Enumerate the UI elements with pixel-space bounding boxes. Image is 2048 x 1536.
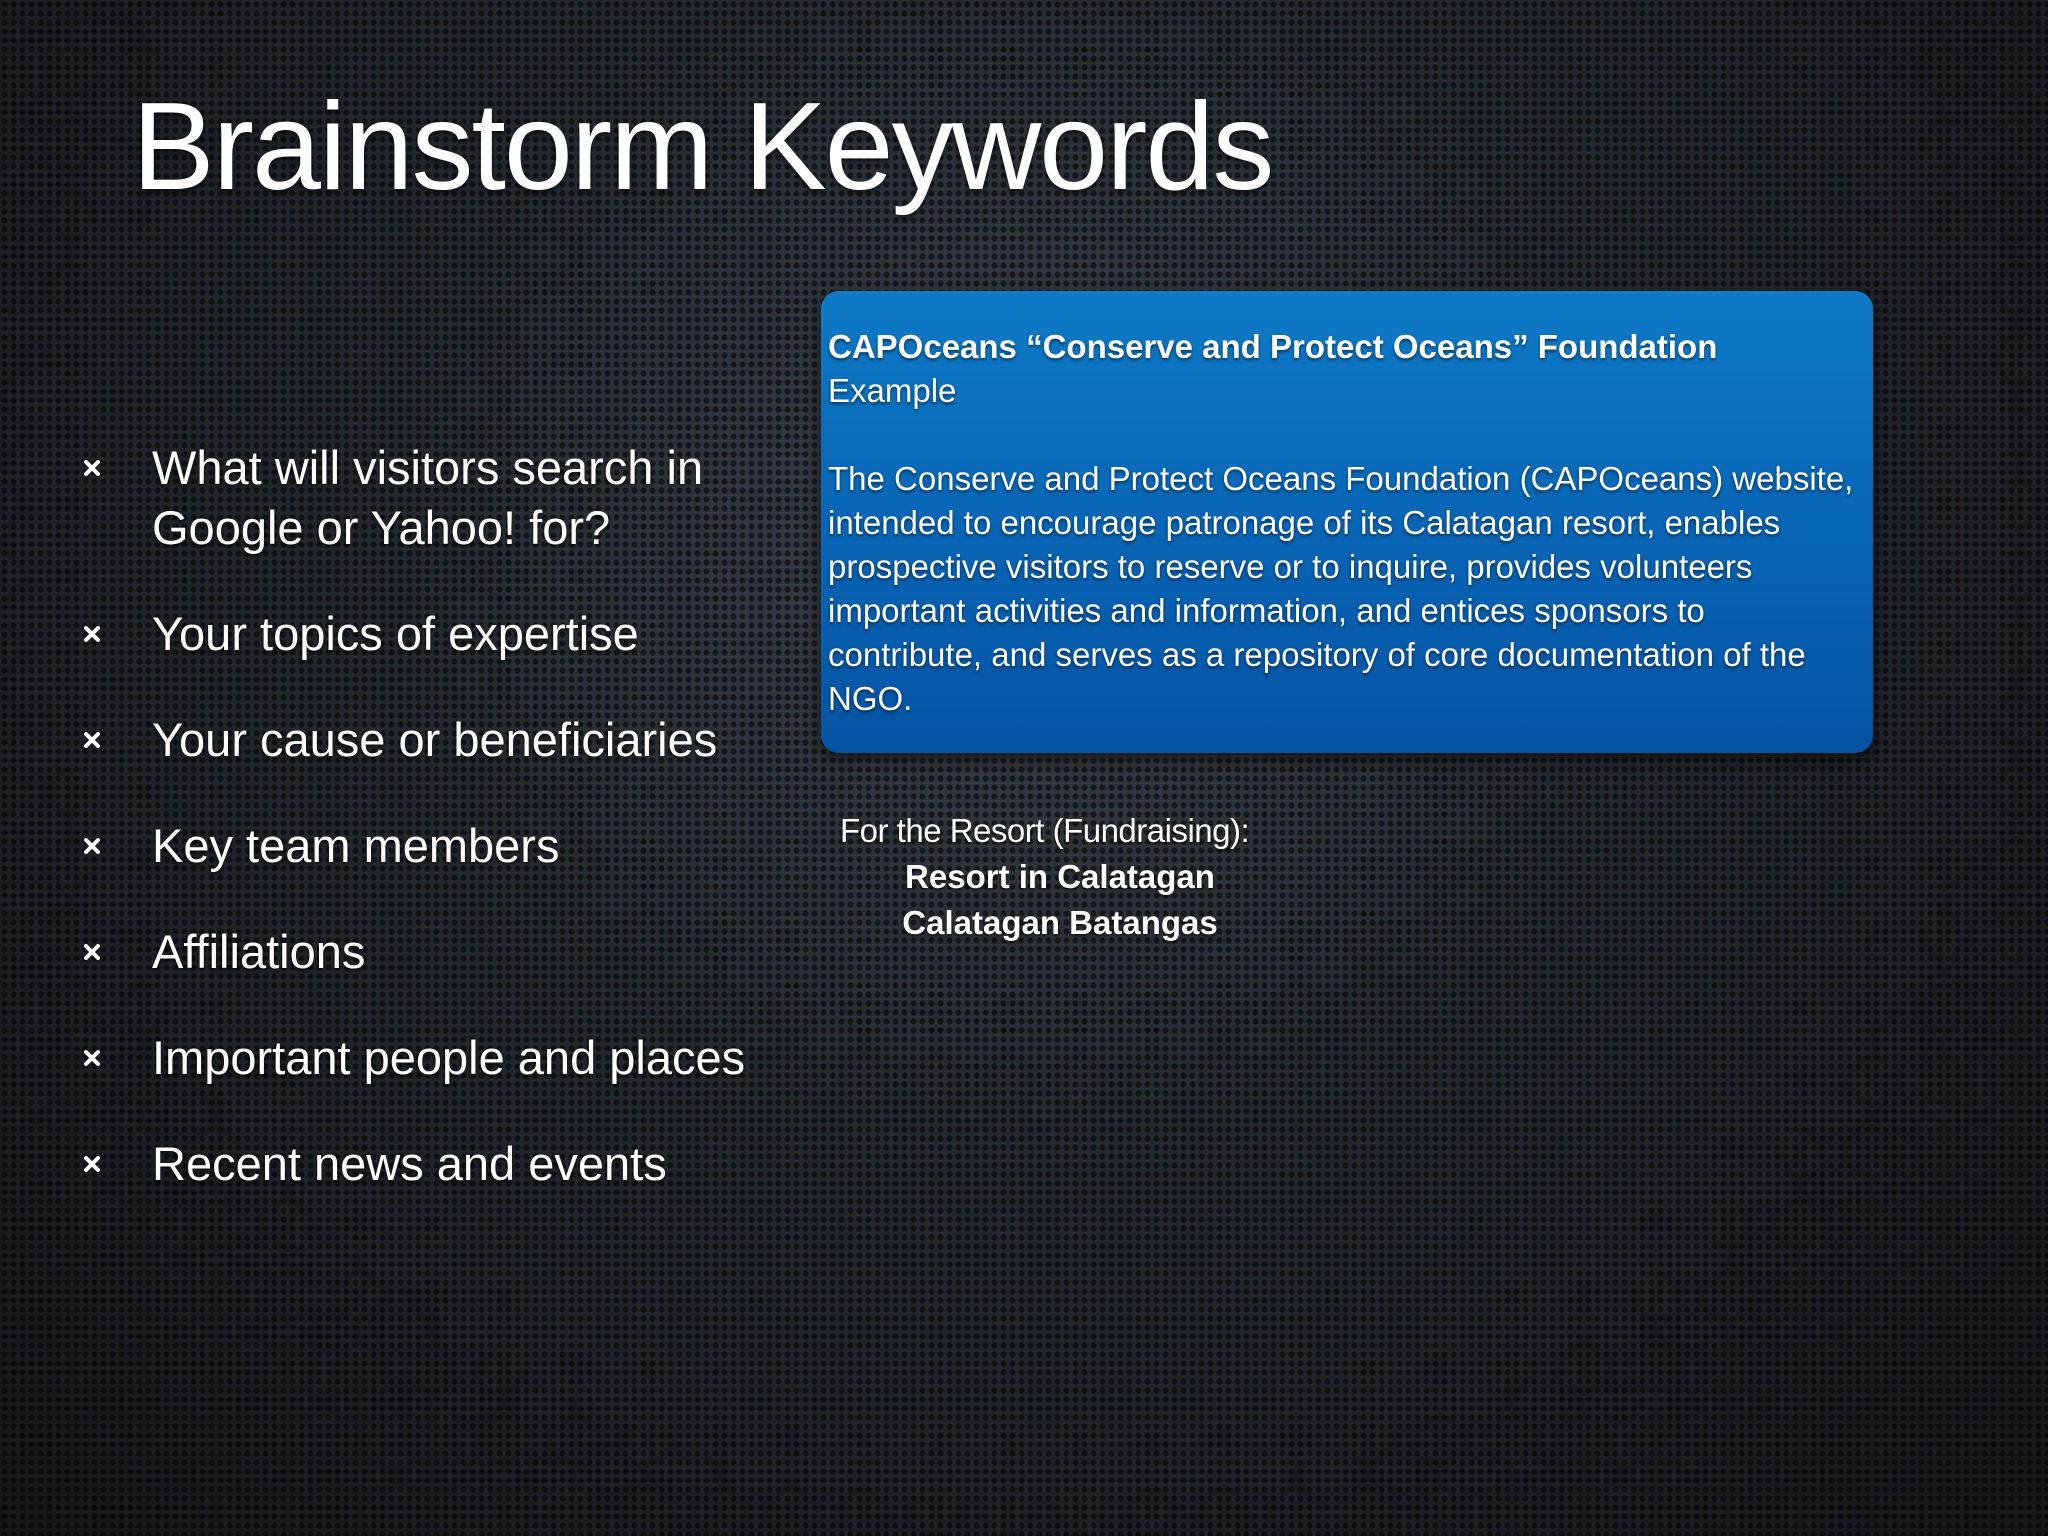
cross-bullet-icon <box>84 460 100 476</box>
bullet-item <box>84 604 784 664</box>
bullet-text: Recent news and events <box>152 1137 667 1190</box>
bullet-item <box>84 438 784 558</box>
resort-keyword: Resort in Calatagan <box>905 858 1215 895</box>
slide-title: Brainstorm Keywords <box>132 78 1273 216</box>
example-title: CAPOceans “Conserve and Protect Oceans” Foundation <box>828 328 1718 365</box>
bullet-text: What will visitors search in Google or Yahoo! for? <box>152 441 704 554</box>
cross-bullet-icon <box>84 626 100 642</box>
bullet-item <box>84 710 784 770</box>
bullet-item <box>84 816 784 876</box>
bullet-item <box>84 1028 784 1088</box>
example-body-text: The Conserve and Protect Oceans Foundation (CAPOceans) website, intended to encourage patronage of its Calatagan resort, enables prospective visitors to reserve or to inquire, provides volunteers important activities and information, and entices sponsors to contribute, and serves as a repository of core documentation of the NGO. <box>828 460 1854 717</box>
example-subtitle: Example <box>828 372 957 409</box>
example-callout-box <box>821 291 1873 753</box>
resort-keywords-block <box>840 808 1440 946</box>
cross-bullet-icon <box>84 1156 100 1172</box>
bullet-text: Your cause or beneficiaries <box>152 713 718 766</box>
cross-bullet-icon <box>84 732 100 748</box>
cross-bullet-icon <box>84 1050 100 1066</box>
resort-keyword: Calatagan Batangas <box>902 904 1218 941</box>
bullet-text: Affiliations <box>152 925 366 978</box>
bullet-item <box>84 922 784 982</box>
cross-bullet-icon <box>84 944 100 960</box>
keyword-bullet-list <box>84 438 784 1240</box>
bullet-text: Important people and places <box>152 1031 746 1084</box>
resort-heading: For the Resort (Fundraising): <box>840 812 1250 849</box>
bullet-item <box>84 1134 784 1194</box>
bullet-text: Your topics of expertise <box>152 607 639 660</box>
cross-bullet-icon <box>84 838 100 854</box>
bullet-text: Key team members <box>152 819 560 872</box>
